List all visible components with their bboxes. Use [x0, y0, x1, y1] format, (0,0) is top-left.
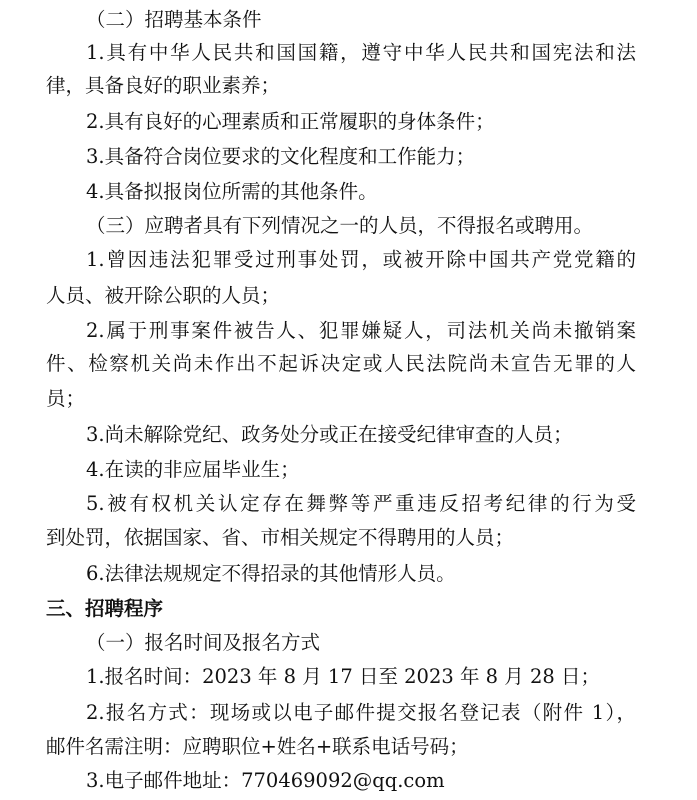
exclusion-5-line-1: 5.被有权机关认定存在舞弊等严重违反招考纪律的行为受 — [86, 492, 636, 515]
exclusion-3: 3.尚未解除党纪、政务处分或正在接受纪律审查的人员； — [86, 423, 573, 446]
exclusion-2-line-3: 员； — [46, 387, 86, 410]
exclusion-6: 6.法律法规规定不得招录的其他情形人员。 — [86, 562, 456, 585]
exclusion-5-line-2: 到处罚，依据国家、省、市相关规定不得聘用的人员； — [46, 526, 515, 549]
exclusion-2-line-1: 2.属于刑事案件被告人、犯罪嫌疑人，司法机关尚未撤销案 — [86, 319, 636, 342]
registration-email: 3.电子邮件地址：770469092@qq.com — [86, 769, 445, 792]
sub-heading-registration: （一）报名时间及报名方式 — [86, 631, 321, 654]
exclusion-1-line-2: 人员、被开除公职的人员； — [46, 284, 281, 307]
basic-condition-3: 3.具备符合岗位要求的文化程度和工作能力； — [86, 145, 476, 168]
sub-heading-basic-conditions: （二）招聘基本条件 — [86, 8, 262, 31]
basic-condition-4: 4.具备拟报岗位所需的其他条件。 — [86, 180, 378, 203]
registration-time: 1.报名时间：2023 年 8 月 17 日至 2023 年 8 月 28 日； — [86, 665, 600, 688]
registration-method-line-1: 2.报名方式：现场或以电子邮件提交报名登记表（附件 1）， — [86, 701, 636, 724]
basic-condition-1-line-1: 1.具有中华人民共和国国籍，遵守中华人民共和国宪法和法 — [86, 41, 636, 64]
registration-method-line-2: 邮件名需注明：应聘职位+姓名+联系电话号码； — [46, 735, 469, 758]
exclusion-4: 4.在读的非应届毕业生； — [86, 458, 300, 481]
sub-heading-exclusions: （三）应聘者具有下列情况之一的人员，不得报名或聘用。 — [86, 214, 594, 237]
exclusion-1-line-1: 1.曾因违法犯罪受过刑事处罚，或被开除中国共产党党籍的 — [86, 248, 636, 271]
section-heading-recruitment-procedure: 三、招聘程序 — [46, 597, 164, 620]
basic-condition-2: 2.具有良好的心理素质和正常履职的身体条件； — [86, 110, 495, 133]
exclusion-2-line-2: 件、检察机关尚未作出不起诉决定或人民法院尚未宣告无罪的人 — [46, 352, 636, 375]
basic-condition-1-line-2: 律，具备良好的职业素养； — [46, 74, 281, 97]
